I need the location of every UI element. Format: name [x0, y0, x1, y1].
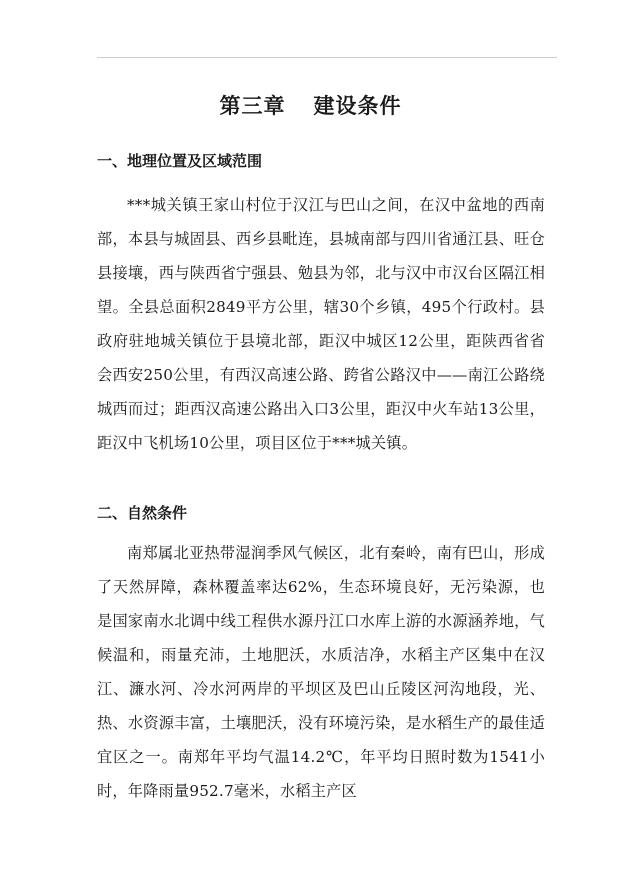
- section-body-location: ***城关镇王家山村位于汉江与巴山之间，在汉中盆地的西南部，本县与城固县、西乡县毗连，县城南部与四川省通江县、旺仓县接壤，西与陕西省宁强县、勉县为邻，北与汉中市汉台区隔江相望。全县总面积2849平方公里，辖30个乡镇，495个行政村。县政府驻地城关镇位于县境北部，距汉中城区12公里，距陕西省省会西安250公里，有西汉高速公路、跨省公路汉中——南江公路绕城西而过；距西汉高速公路出入口3公里，距汉中火车站13公里，距汉中飞机场10公里，项目区位于***城关镇。: [97, 196, 545, 452]
- chapter-name: 建设条件: [313, 93, 402, 118]
- chapter-number: 第三章: [219, 93, 286, 118]
- section-heading-location: 一、地理位置及区域范围: [97, 152, 263, 170]
- section-heading-nature: 二、自然条件: [97, 504, 188, 522]
- header-rule: [97, 57, 557, 58]
- section-body-nature: 南郑属北亚热带湿润季风气候区，北有秦岭，南有巴山，形成了天然屏障，森林覆盖率达62%，生态环境良好，无污染源，也是国家南水北调中线工程供水源丹江口水库上游的水源涵养地，气候温和，雨量充沛，土地肥沃，水质洁净，水稻主产区集中在汉江、濂水河、冷水河两岸的平坝区及巴山丘陵区河沟地段，光、热、水资源丰富，土壤肥沃，没有环境污染，是水稻生产的最佳适宜区之一。南郑年平均气温14.2℃，年平均日照时数为1541小时，年降雨量952.7毫米，水稻主产区: [97, 544, 545, 800]
- chapter-title: [0, 90, 621, 120]
